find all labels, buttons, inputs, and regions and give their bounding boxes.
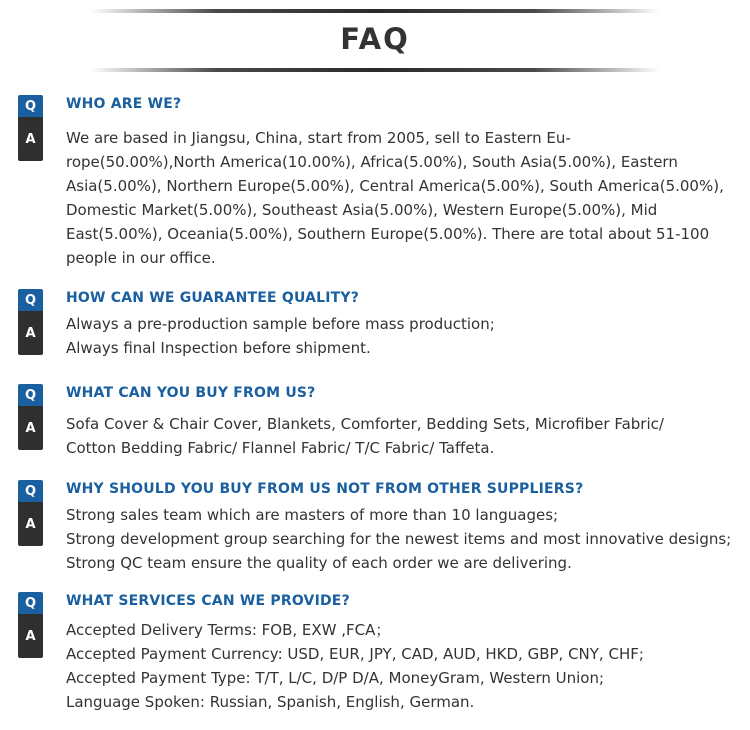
answer-line: Domestic Market(5.00%), Southeast Asia(5.00%), Western Europe(5.00%), Mid	[66, 201, 658, 219]
page-title: FAQ	[340, 22, 410, 56]
a-badge: A	[18, 406, 43, 450]
answer-line: Sofa Cover & Chair Cover, Blankets, Comforter, Bedding Sets, Microfiber Fabric/	[66, 415, 664, 433]
faq-question: WHAT CAN YOU BUY FROM US?	[66, 385, 316, 401]
answer-line: Accepted Delivery Terms: FOB, EXW ,FCA；	[66, 621, 391, 639]
a-badge: A	[18, 311, 43, 355]
answer-line: people in our office.	[66, 249, 216, 267]
faq-answer	[66, 312, 736, 360]
q-badge: Q	[18, 480, 43, 502]
q-badge: Q	[18, 95, 43, 117]
title-bottom-rule	[90, 68, 660, 72]
q-badge: Q	[18, 289, 43, 311]
faq-answer	[66, 412, 736, 460]
answer-line: Always a pre-production sample before mass production;	[66, 315, 495, 333]
faq-question: HOW CAN WE GUARANTEE QUALITY?	[66, 290, 360, 306]
faq-answer	[66, 503, 736, 575]
faq-answer	[66, 618, 736, 714]
title-top-rule	[90, 9, 660, 13]
answer-line: Accepted Payment Type: T/T, L/C, D/P D/A, MoneyGram, Western Union;	[66, 669, 605, 687]
answer-line: We are based in Jiangsu, China, start from 2005, sell to Eastern Eu-	[66, 129, 571, 147]
answer-line: Cotton Bedding Fabric/ Flannel Fabric/ T/C Fabric/ Taffeta.	[66, 439, 495, 457]
faq-question: WHAT SERVICES CAN WE PROVIDE?	[66, 593, 350, 609]
answer-line: Language Spoken: Russian, Spanish, English, German.	[66, 693, 475, 711]
a-badge: A	[18, 614, 43, 658]
faq-answer	[66, 126, 736, 270]
answer-line: Strong QC team ensure the quality of each order we are delivering.	[66, 554, 572, 572]
answer-line: Strong development group searching for the newest items and most innovative designs;	[66, 530, 732, 548]
answer-line: Always final Inspection before shipment.	[66, 339, 371, 357]
answer-line: East(5.00%), Oceania(5.00%), Southern Europe(5.00%). There are total about 51-100	[66, 225, 710, 243]
answer-line: rope(50.00%),North America(10.00%), Africa(5.00%), South Asia(5.00%), Eastern	[66, 153, 678, 171]
a-badge: A	[18, 502, 43, 546]
answer-line: Strong sales team which are masters of more than 10 languages;	[66, 506, 559, 524]
faq-question: WHY SHOULD YOU BUY FROM US NOT FROM OTHER SUPPLIERS?	[66, 481, 584, 497]
answer-line: Accepted Payment Currency: USD, EUR, JPY, CAD, AUD, HKD, GBP, CNY, CHF;	[66, 645, 644, 663]
q-badge: Q	[18, 592, 43, 614]
a-badge: A	[18, 117, 43, 161]
q-badge: Q	[18, 384, 43, 406]
answer-line: Asia(5.00%), Northern Europe(5.00%), Central America(5.00%), South America(5.00%),	[66, 177, 724, 195]
faq-question: WHO ARE WE?	[66, 96, 182, 112]
